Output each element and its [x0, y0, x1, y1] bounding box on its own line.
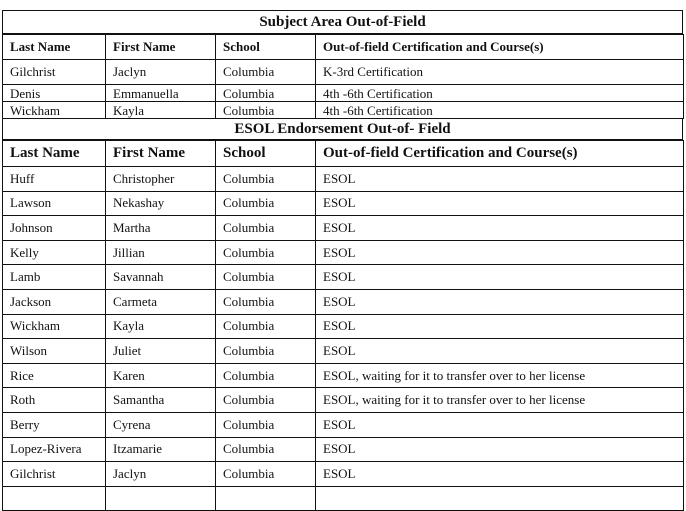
cell-last-name: Wickham [3, 102, 106, 119]
cell-certification: K-3rd Certification [316, 60, 684, 85]
cell-first-name: Samantha [106, 388, 216, 413]
cell-first-name: Kayla [106, 102, 216, 119]
cell-school: Columbia [216, 60, 316, 85]
cell-last-name: Berry [3, 412, 106, 437]
table-row [3, 289, 684, 314]
cell-last-name: Johnson [3, 216, 106, 241]
subject-area-table [2, 34, 684, 119]
subject-area-title: Subject Area Out-of-Field [2, 10, 683, 34]
cell-last-name: Rice [3, 363, 106, 388]
cell-certification: ESOL [316, 265, 684, 290]
table-row [3, 216, 684, 241]
esol-table [2, 140, 684, 511]
table-row [3, 85, 684, 102]
cell-certification: ESOL [316, 339, 684, 364]
cell-school: Columbia [216, 314, 316, 339]
cell-certification: ESOL [316, 240, 684, 265]
table-row [3, 363, 684, 388]
cell-school: Columbia [216, 363, 316, 388]
cell-school: Columbia [216, 216, 316, 241]
cell-school: Columbia [216, 191, 316, 216]
table-row [3, 240, 684, 265]
cell-certification: ESOL, waiting for it to transfer over to her license [316, 388, 684, 413]
cell-first-name: Juliet [106, 339, 216, 364]
cell-certification: ESOL [316, 412, 684, 437]
table-row [3, 462, 684, 487]
cell-last-name: Wilson [3, 339, 106, 364]
table-header-row [3, 141, 684, 167]
cell-last-name: Lamb [3, 265, 106, 290]
cell-last-name: Roth [3, 388, 106, 413]
table-row [3, 265, 684, 290]
table-row [3, 412, 684, 437]
header-school: School [216, 35, 316, 60]
cell-first-name: Carmeta [106, 289, 216, 314]
cell-school: Columbia [216, 85, 316, 102]
cell-school: Columbia [216, 412, 316, 437]
cell-school: Columbia [216, 462, 316, 487]
header-certification: Out-of-field Certification and Course(s) [316, 141, 684, 167]
cell-first-name: Itzamarie [106, 437, 216, 462]
cell-school: Columbia [216, 437, 316, 462]
cell-last-name: Denis [3, 85, 106, 102]
cell-certification: ESOL [316, 167, 684, 192]
table-row [3, 437, 684, 462]
table-row [3, 167, 684, 192]
cell-school: Columbia [216, 240, 316, 265]
esol-title: ESOL Endorsement Out-of- Field [2, 119, 683, 140]
header-first-name: First Name [106, 35, 216, 60]
cell-first-name: Kayla [106, 314, 216, 339]
cell-first-name: Christopher [106, 167, 216, 192]
header-school: School [216, 141, 316, 167]
cell-first-name: Karen [106, 363, 216, 388]
cell-school: Columbia [216, 167, 316, 192]
cell-last-name: Lawson [3, 191, 106, 216]
table-row [3, 314, 684, 339]
header-last-name: Last Name [3, 141, 106, 167]
cell-school: Columbia [216, 102, 316, 119]
out-of-field-document [2, 10, 683, 511]
cell-school: Columbia [216, 388, 316, 413]
cell-school: Columbia [216, 265, 316, 290]
cell-certification: ESOL [316, 289, 684, 314]
cell-first-name: Cyrena [106, 412, 216, 437]
cell-certification: 4th -6th Certification [316, 85, 684, 102]
cell-last-name: Lopez-Rivera [3, 437, 106, 462]
cell-last-name: Jackson [3, 289, 106, 314]
cell-certification: ESOL [316, 216, 684, 241]
table-row [3, 102, 684, 119]
cell-school: Columbia [216, 289, 316, 314]
cell-school: Columbia [216, 339, 316, 364]
cell-certification: ESOL [316, 437, 684, 462]
table-row [3, 60, 684, 85]
cell-certification: ESOL, waiting for it to transfer over to her license [316, 363, 684, 388]
cell-last-name: Huff [3, 167, 106, 192]
table-row [3, 339, 684, 364]
cell-certification: ESOL [316, 462, 684, 487]
cell-first-name: Martha [106, 216, 216, 241]
cell-certification: ESOL [316, 191, 684, 216]
table-header-row [3, 35, 684, 60]
cell-first-name: Jaclyn [106, 462, 216, 487]
cell-first-name: Nekashay [106, 191, 216, 216]
header-certification: Out-of-field Certification and Course(s) [316, 35, 684, 60]
cell-first-name: Jillian [106, 240, 216, 265]
cell-last-name: Wickham [3, 314, 106, 339]
cell-certification: ESOL [316, 314, 684, 339]
table-row [3, 191, 684, 216]
cell-last-name: Kelly [3, 240, 106, 265]
cell-first-name: Savannah [106, 265, 216, 290]
cell-certification: 4th -6th Certification [316, 102, 684, 119]
table-row [3, 388, 684, 413]
cell-last-name: Gilchrist [3, 60, 106, 85]
header-last-name: Last Name [3, 35, 106, 60]
cell-first-name: Jaclyn [106, 60, 216, 85]
cell-last-name: Gilchrist [3, 462, 106, 487]
header-first-name: First Name [106, 141, 216, 167]
cell-first-name: Emmanuella [106, 85, 216, 102]
